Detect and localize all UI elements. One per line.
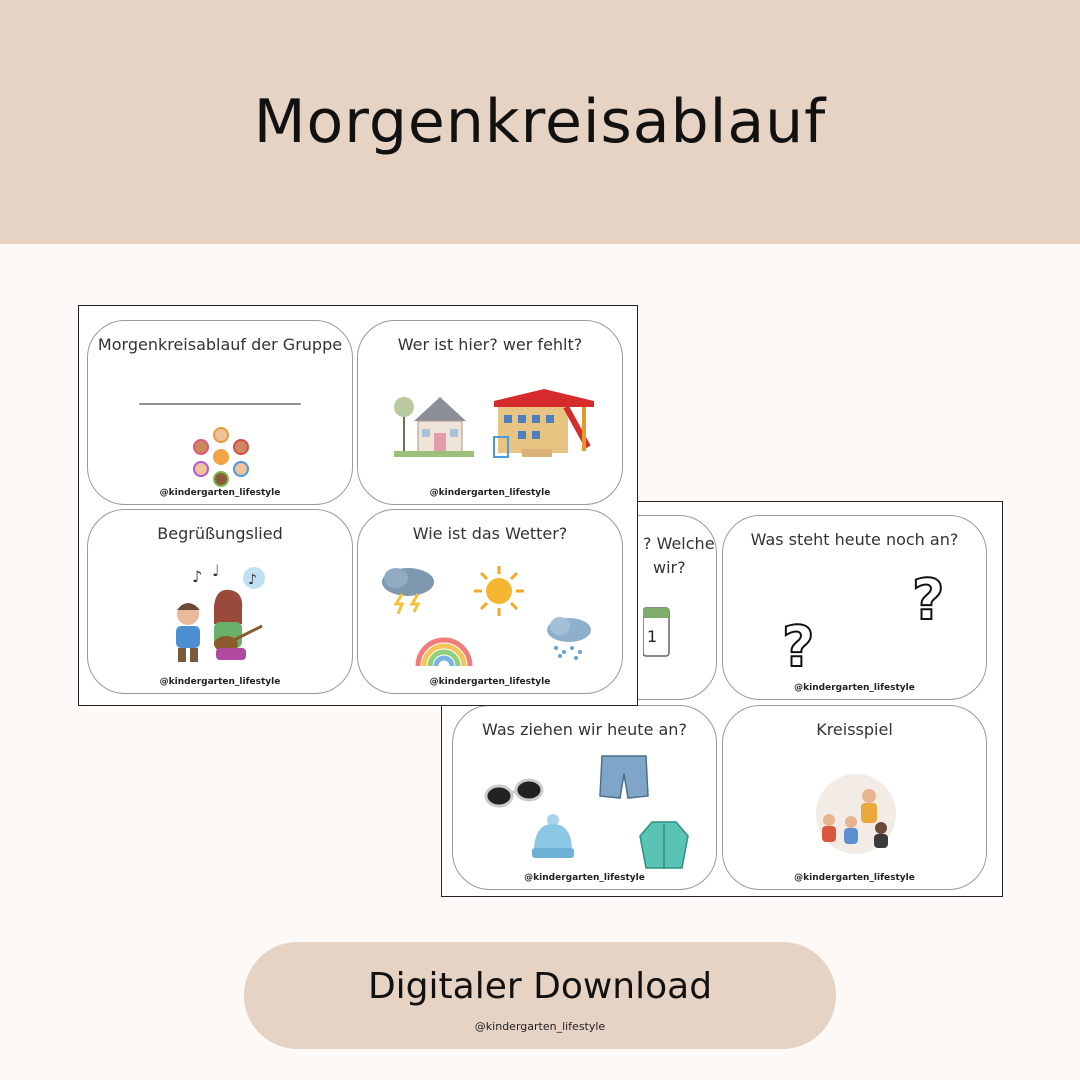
svg-text:1: 1: [647, 627, 658, 646]
sunglasses-icon: [483, 772, 547, 812]
svg-text:?: ?: [782, 615, 815, 678]
svg-text:♩: ♩: [212, 561, 220, 580]
partial-card-title-1: ? Welche: [643, 534, 715, 553]
card-title: Wie ist das Wetter?: [412, 524, 568, 543]
card-plan: [722, 515, 987, 700]
shorts-icon: [598, 752, 650, 802]
card-game: [722, 705, 987, 890]
card-credit: @kindergarten_lifestyle: [429, 488, 551, 498]
storm-cloud-icon: [378, 562, 438, 614]
children-circle-icon: [191, 427, 251, 487]
partial-card-title-2: wir?: [653, 558, 686, 577]
card-credit: @kindergarten_lifestyle: [524, 873, 645, 883]
card-title: Wer ist hier? wer fehlt?: [397, 335, 583, 354]
question-mark-icon: [778, 608, 828, 678]
rainbow-icon: [414, 628, 474, 668]
card-song: [87, 509, 353, 694]
front-sheet: [78, 305, 638, 706]
question-mark-icon: [908, 561, 958, 631]
card-credit: @kindergarten_lifestyle: [794, 683, 915, 693]
card-title: Kreisspiel: [816, 720, 893, 739]
beanie-icon: [528, 812, 578, 862]
card-credit: @kindergarten_lifestyle: [794, 873, 915, 883]
header-banner: [0, 0, 1080, 244]
card-attendance: [357, 320, 623, 505]
card-title: Begrüßungslied: [157, 524, 283, 543]
house-icon: [390, 387, 476, 459]
svg-text:?: ?: [912, 568, 945, 631]
card-title: Morgenkreisablauf der Gruppe: [97, 335, 343, 354]
card-credit: @kindergarten_lifestyle: [159, 677, 281, 687]
card-credit: @kindergarten_lifestyle: [159, 488, 281, 498]
card-weather: [357, 509, 623, 694]
download-title: Digitaler Download: [367, 966, 713, 1007]
card-title: Was steht heute noch an?: [750, 530, 959, 549]
svg-text:♪: ♪: [192, 567, 203, 586]
svg-text:♪: ♪: [248, 572, 257, 588]
circle-game-illustration: [811, 772, 901, 856]
calendar-icon: [643, 604, 673, 660]
footer-credit: @kindergarten_lifestyle: [474, 1020, 606, 1033]
page-title: Morgenkreisablauf: [253, 87, 827, 157]
rain-cloud-icon: [544, 614, 594, 660]
card-clothes: [452, 705, 717, 890]
card-title: Was ziehen wir heute an?: [482, 720, 687, 739]
kindergarten-building-icon: [492, 387, 596, 459]
card-group: [87, 320, 353, 505]
singing-kids-illustration: [164, 560, 274, 670]
sun-icon: [472, 564, 526, 618]
card-credit: @kindergarten_lifestyle: [429, 677, 551, 687]
download-badge: [244, 942, 836, 1049]
blank-line: _______________________: [139, 389, 301, 405]
jacket-icon: [638, 816, 690, 872]
